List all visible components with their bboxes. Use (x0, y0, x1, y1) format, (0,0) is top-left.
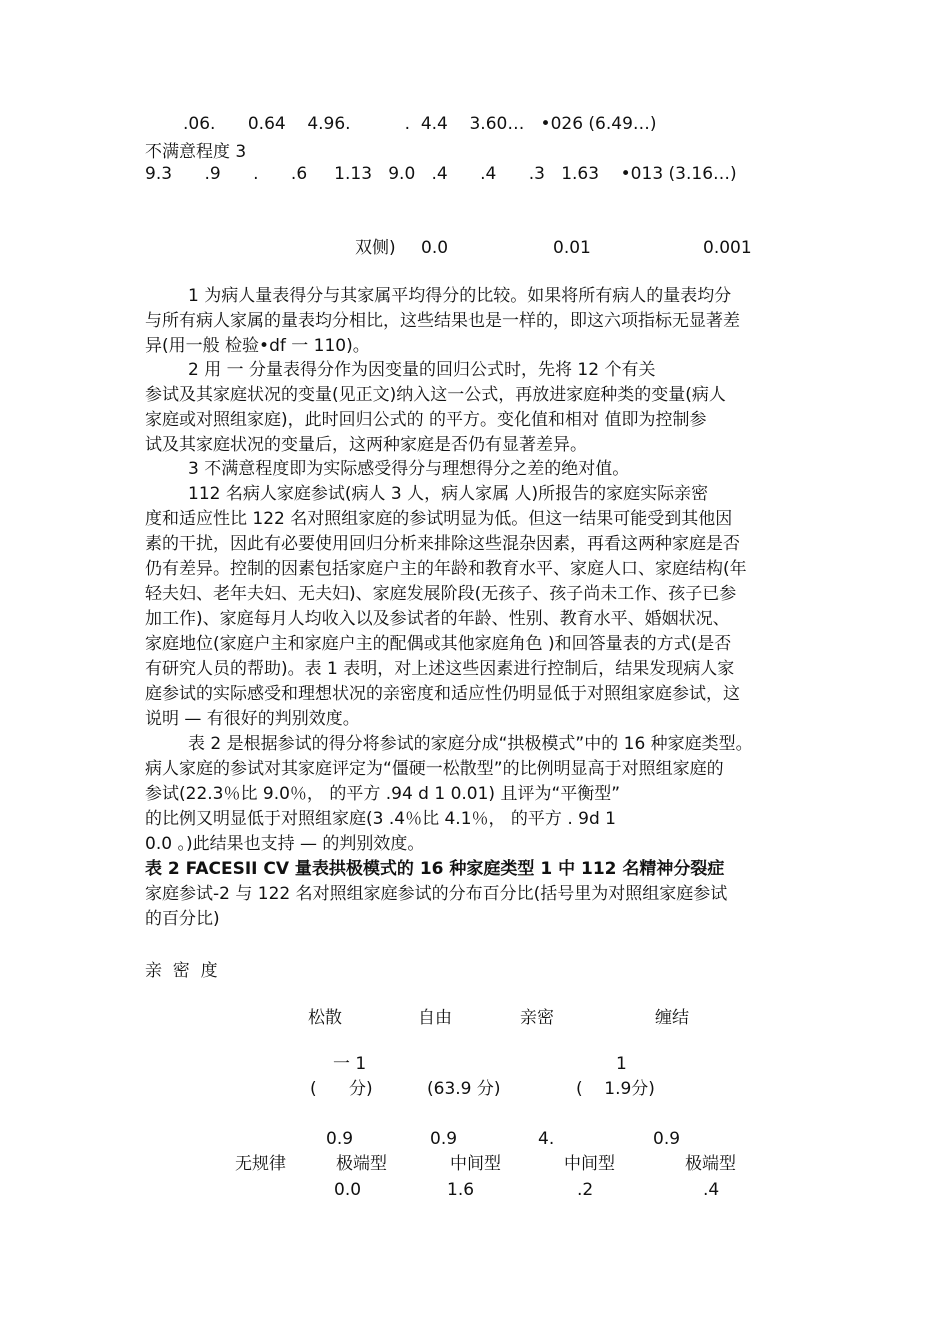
table2-row-a-cell-2: 1 (616, 1054, 627, 1074)
note-1-line-1: 1 为病人量表得分与其家属平均得分的比较。如果将所有病人的量表均分 (188, 286, 732, 306)
table2-row-c-cell-2: 0.9 (430, 1129, 458, 1149)
dissatisfaction-label: 不满意程度 3 (145, 142, 247, 162)
body-para-1-line-3: 素的干扰，因此有必要使用回归分析来排除这些混杂因素，再看这两种家庭是否 (145, 534, 740, 554)
col-header-separated: 自由 (418, 1008, 452, 1028)
body-para-1-line-4: 仍有差异。控制的因素包括家庭户主的年龄和教育水平、家庭人口、家庭结构(年 (145, 559, 747, 579)
body-para-1-line-5: 轻夫妇、老年夫妇、无夫妇)、家庭发展阶段(无孩子、孩子尚未工作、孩子已参 (145, 584, 737, 604)
col-header-connected: 亲密 (520, 1008, 554, 1028)
table2-row-a-cell-1: 一 1 (333, 1054, 367, 1074)
table2-row-b-cell-2: (63.9 分) (427, 1079, 501, 1099)
body-para-1-line-2: 度和适应性比 122 名对照组家庭的参试明显为低。但这一结果可能受到其他因 (145, 509, 733, 529)
table2-caption-line-3: 的百分比) (145, 909, 220, 929)
body-para-1-line-6: 加工作)、家庭每月人均收入以及参试者的年龄、性别、教育水平、婚姻状况、 (145, 609, 730, 629)
note-2-line-2: 参试及其家庭状况的变量(见正文)纳入这一公式，再放进家庭种类的变量(病人 (145, 385, 726, 405)
table1-row-1: .06. 0.64 4.96. . 4.4 3.60… •026 (6.49…) (183, 114, 657, 134)
note-2-line-4: 试及其家庭状况的变量后，这两种家庭是否仍有显著差异。 (145, 435, 587, 455)
note-1-line-3: 异(用一般 检验•df 一 110)。 (145, 336, 370, 356)
table2-row-d-cell-2: 中间型 (450, 1154, 501, 1174)
table2-row-d-cell-4: 极端型 (685, 1154, 736, 1174)
body-para-2-line-3: 参试(22.3％比 9.0％， 的平方 .94 d 1 0.01) 且评为“平衡型” (145, 784, 621, 804)
table2-row-c-cell-1: 0.9 (326, 1129, 354, 1149)
body-para-2-line-2: 病人家庭的参试对其家庭评定为“僵硬一松散型”的比例明显高于对照组家庭的 (145, 759, 724, 779)
table2-row-e-cell-2: 1.6 (447, 1180, 475, 1200)
table2-caption-line-2: 家庭参试-2 与 122 名对照组家庭参试的分布百分比(括号里为对照组家庭参试 (145, 884, 728, 904)
table1-row-2: 9.3 .9 . .6 1.13 9.0 .4 .4 .3 1.63 •013 (3.16…) (145, 164, 737, 184)
col-header-disengaged: 松散 (308, 1008, 342, 1028)
body-para-2-line-4: 的比例又明显低于对照组家庭(3 .4％比 4.1％， 的平方 . 9d 1 (145, 809, 616, 829)
table2-row-e-cell-1: 0.0 (334, 1180, 362, 1200)
p-value-1: 0.0 (421, 238, 449, 258)
row-label-chaotic: 无规律 (235, 1154, 286, 1174)
table2-row-b-cell-1: ( 分) (310, 1079, 373, 1099)
table2-caption-line-1: 表 2 FACESII CV 量表拱极模式的 16 种家庭类型 1 中 112 名精神分裂症 (145, 859, 725, 879)
table2-row-d-cell-1: 极端型 (336, 1154, 387, 1174)
body-para-2-line-1: 表 2 是根据参试的得分将参试的家庭分成“拱极模式”中的 16 种家庭类型。 (188, 734, 753, 754)
body-para-1-line-1: 112 名病人家庭参试(病人 3 人，病人家属 人)所报告的家庭实际亲密 (188, 484, 709, 504)
cohesion-axis-label: 亲 密 度 (145, 961, 218, 981)
note-3: 3 不满意程度即为实际感受得分与理想得分之差的绝对值。 (188, 459, 630, 479)
table2-row-d-cell-3: 中间型 (564, 1154, 615, 1174)
table2-row-e-cell-3: .2 (577, 1180, 594, 1200)
p-value-2: 0.01 (553, 238, 591, 258)
body-para-2-line-5: 0.0 。)此结果也支持 — 的判别效度。 (145, 834, 425, 854)
note-2-line-1: 2 用 一 分量表得分作为因变量的回归公式时，先将 12 个有关 (188, 360, 656, 380)
p-value-3: 0.001 (703, 238, 752, 258)
note-1-line-2: 与所有病人家属的量表均分相比，这些结果也是一样的，即这六项指标无显著差 (145, 311, 740, 331)
body-para-1-line-9: 庭参试的实际感受和理想状况的亲密度和适应性仍明显低于对照组家庭参试，这 (145, 684, 740, 704)
table2-row-c-cell-3: 4. (538, 1129, 555, 1149)
body-para-1-line-10: 说明 — 有很好的判别效度。 (145, 709, 360, 729)
table2-row-b-cell-3: ( 1.9分) (576, 1079, 655, 1099)
body-para-1-line-8: 有研究人员的帮助)。表 1 表明，对上述这些因素进行控制后，结果发现病人家 (145, 659, 735, 679)
col-header-enmeshed: 缠结 (655, 1008, 689, 1028)
table2-row-e-cell-4: .4 (703, 1180, 720, 1200)
p-value-label: 双侧) (355, 238, 396, 258)
body-para-1-line-7: 家庭地位(家庭户主和家庭户主的配偶或其他家庭角色 )和回答量表的方式(是否 (145, 634, 732, 654)
note-2-line-3: 家庭或对照组家庭)，此时回归公式的 的平方。变化值和相对 值即为控制参 (145, 410, 707, 430)
table2-row-c-cell-4: 0.9 (653, 1129, 681, 1149)
